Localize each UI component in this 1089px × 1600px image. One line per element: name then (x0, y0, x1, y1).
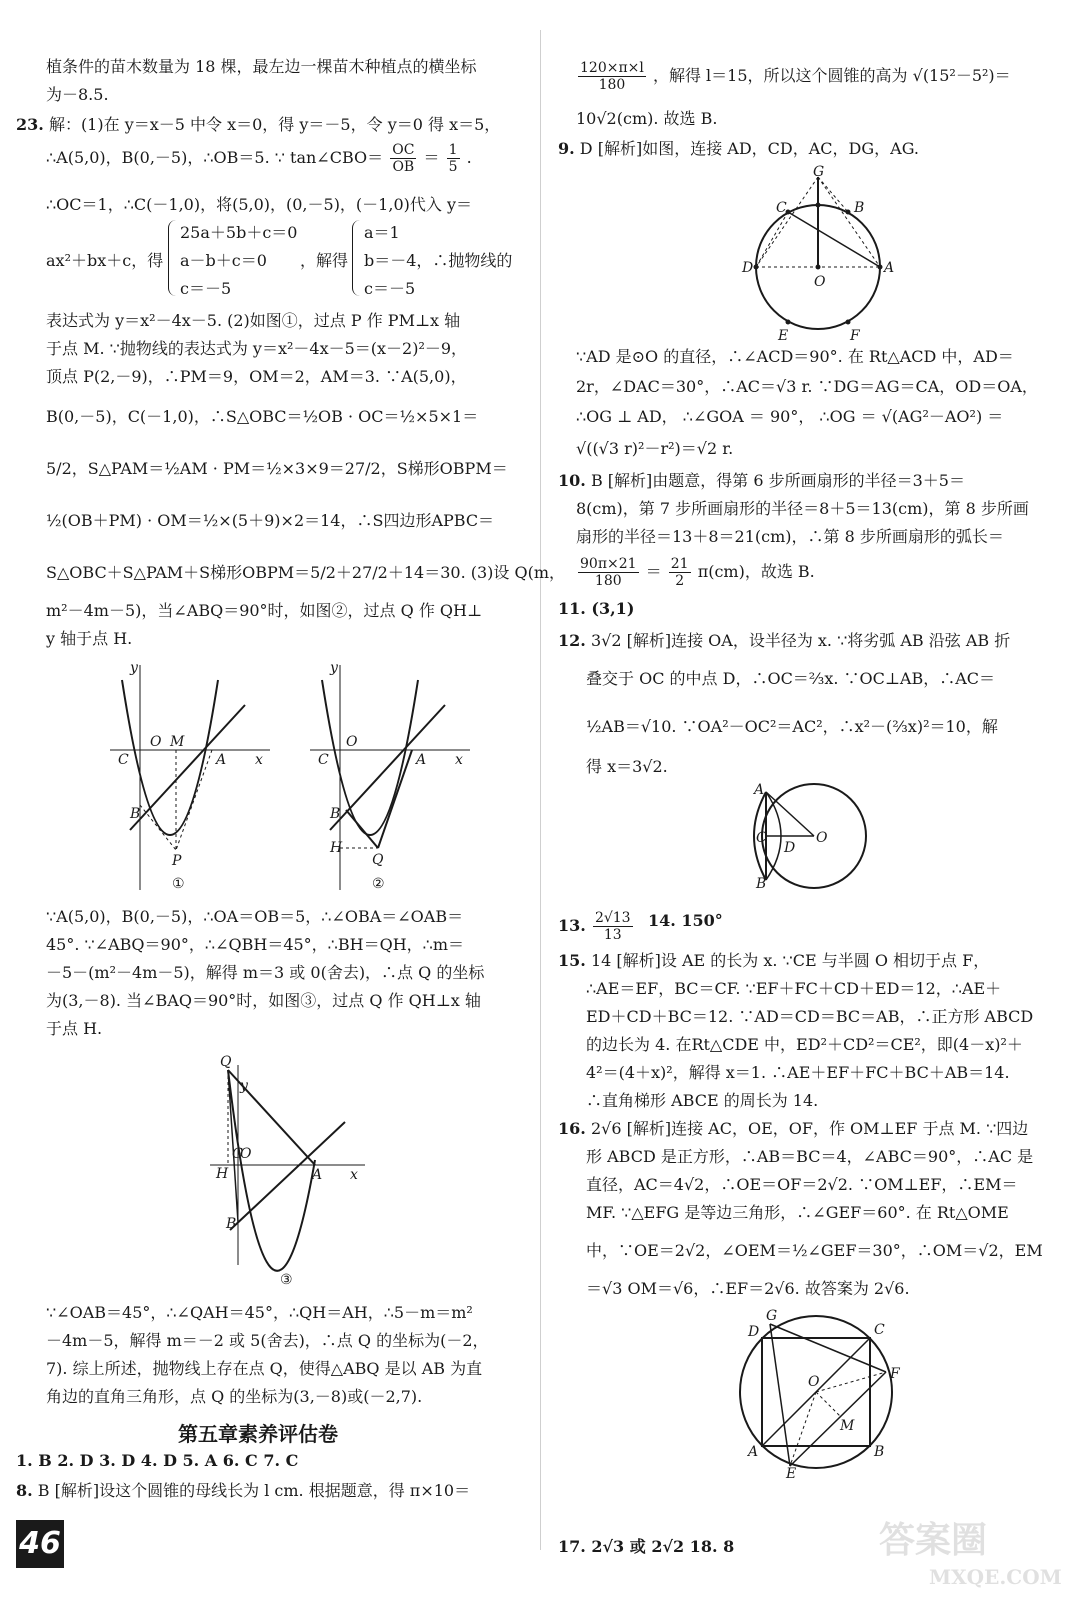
text-span: ∴A(5,0)，B(0,－5)，∴OB＝5. ∵ tan∠CBO＝ (46, 148, 384, 167)
svg-text:G: G (766, 1308, 778, 1324)
text-line: ½(OB＋PM) · OM＝½×(5＋9)×2＝14，∴S四边形APBC＝ (46, 511, 495, 530)
svg-text:Q: Q (220, 1054, 232, 1070)
text-span: ，解得 l＝15，所以这个圆锥的高为 √(15²－5²)＝ (652, 66, 1011, 85)
text-span: ax²＋bx＋c，得 (46, 251, 164, 270)
brace (168, 220, 177, 296)
q12-line (558, 630, 1010, 652)
equation: b＝－4，∴抛物线的 (364, 251, 513, 270)
svg-text:x: x (455, 752, 463, 768)
q15-line (558, 950, 989, 972)
circle-figure-q9 (738, 162, 898, 342)
text-span: D [解析]如图，连接 AD，CD，AC，DG，AG. (579, 139, 919, 158)
svg-text:B: B (874, 1444, 885, 1460)
svg-text:A: A (754, 782, 765, 798)
parabola-figure-1 (100, 660, 280, 900)
svg-text:C: C (232, 1146, 243, 1162)
svg-text:A: A (884, 260, 895, 276)
numerator: OC (392, 142, 415, 158)
text-line: ED＋CD＋BC＝12. ∵AD＝CD＝BC＝AB，∴正方形 ABCD (586, 1007, 1034, 1026)
numerator: 120×π×l (580, 60, 644, 76)
text-line: 2r，∠DAC＝30°，∴AC＝√3 r. ∵DG＝AG＝CA，OD＝OA， (576, 377, 1038, 396)
svg-text:y: y (330, 660, 338, 676)
text-line: ∵A(5,0)，B(0,－5)，∴OA＝OB＝5，∴∠OBA＝∠OAB＝ (46, 907, 464, 926)
svg-text:A: A (748, 1444, 759, 1460)
fraction (593, 910, 633, 943)
text-line: 扇形的半径＝13＋8＝21(cm)，∴第 8 步所画扇形的弧长＝ (576, 527, 1004, 546)
svg-text:O: O (808, 1374, 820, 1390)
text-span: 3√2 [解析]连接 OA，设半径为 x. ∵将劣弧 AB 沿弦 AB 折 (590, 631, 1011, 650)
text-line: 于点 H. (46, 1019, 103, 1038)
svg-text:C: C (776, 200, 787, 216)
equation: c＝－5 (180, 279, 232, 298)
svg-text:D: D (742, 260, 754, 276)
text-line: 角边的直角三角形，点 Q 的坐标为(3,－8)或(－2,7). (46, 1387, 423, 1406)
fraction (390, 142, 416, 175)
text-line: 7). 综上所述，抛物线上存在点 Q，使得△ABQ 是以 AB 为直 (46, 1359, 483, 1378)
fraction (447, 142, 460, 175)
text-line: 表达式为 y＝x²－4x－5. (2)如图①，过点 P 作 PM⊥x 轴 (46, 311, 461, 330)
parabola-figure-2 (300, 660, 480, 900)
text-line: 顶点 P(2,－9)，∴PM＝9，OM＝2，AM＝3. ∵A(5,0)， (46, 367, 467, 386)
numerator: 21 (670, 556, 689, 572)
text-line: B(0,－5)，C(－1,0)，∴S△OBC＝½OB · OC＝½×5×1＝ (46, 407, 479, 426)
q10-continued (576, 556, 815, 589)
svg-text:B: B (330, 806, 341, 822)
answer-14: 14. 150° (648, 911, 723, 930)
svg-text:F: F (850, 328, 860, 342)
page-number: 46 (16, 1520, 64, 1568)
text-line: S△OBC＋S△PAM＋S梯形OBPM＝5/2＋27/2＋14＝30. (3)设 Q(m， (46, 563, 566, 582)
figure-label: ③ (280, 1272, 293, 1288)
text-span: ，解得 (300, 251, 349, 270)
svg-text:x: x (350, 1167, 358, 1183)
svg-text:D: D (748, 1324, 760, 1340)
svg-text:B: B (854, 200, 865, 216)
text-line: ∵AD 是⊙O 的直径，∴∠ACD＝90°. 在 Rt△ACD 中，AD＝ (576, 347, 1014, 366)
question-number: 16. (558, 1119, 586, 1138)
svg-text:O: O (816, 830, 828, 846)
text-line: 于点 M. ∵抛物线的表达式为 y＝x²－4x－5＝(x－2)²－9， (46, 339, 468, 358)
text-line: 45°. ∵∠ABQ＝90°，∴∠QBH＝45°，∴BH＝QH，∴m＝ (46, 935, 464, 954)
text-line: 5/2，S△PAM＝½AM · PM＝½×3×9＝27/2，S梯形OBPM＝ (46, 459, 508, 478)
section-title: 第五章素养评估卷 (178, 1422, 338, 1446)
svg-text:y: y (240, 1078, 248, 1094)
svg-text:O: O (150, 734, 162, 750)
svg-text:F: F (890, 1366, 900, 1382)
question-number: 15. (558, 951, 586, 970)
text-span: B [解析]设这个圆锥的母线长为 l cm. 根据题意，得 π×10＝ (37, 1481, 471, 1500)
text-line: －4m－5，解得 m＝－2 或 5(舍去)，∴点 Q 的坐标为(－2， (46, 1331, 489, 1350)
svg-text:O: O (346, 734, 358, 750)
watermark-url: MXQE.COM (929, 1565, 1062, 1589)
text-span: 14 [解析]设 AE 的长为 x. ∵CE 与半圆 O 相切于点 F， (590, 951, 990, 970)
svg-text:M: M (170, 734, 185, 750)
equation: a＝1 (364, 223, 400, 242)
text-span: ＝ (423, 148, 440, 167)
text-line: 直径，AC＝4√2，∴OE＝OF＝2√2. ∵OM⊥EF，∴EM＝ (586, 1175, 1018, 1194)
svg-text:G: G (813, 164, 825, 180)
text-line: ∴AE＝EF，BC＝CF. ∵EF＋FC＋CD＋ED＝12，∴AE＋ (586, 979, 1002, 998)
text-line: 植条件的苗木数量为 18 棵，最左边一棵苗木种植点的横坐标 (46, 57, 477, 76)
svg-text:Q: Q (372, 852, 384, 868)
watermark-logo (869, 1510, 1069, 1590)
answer-11: 11. (3,1) (558, 599, 635, 618)
text-line: 4²＝(4＋x)²，解得 x＝1. ∴AE＋EF＋FC＋BC＋AB＝14. (586, 1063, 1010, 1082)
svg-text:H: H (216, 1166, 229, 1182)
fraction (669, 556, 691, 589)
question-number: 8. (16, 1481, 33, 1500)
multiple-choice-answers: 1. B 2. D 3. D 4. D 5. A 6. C 7. C (16, 1451, 299, 1470)
svg-text:D: D (784, 840, 796, 856)
question-number: 13. (558, 916, 586, 935)
text-line: ∴OC＝1，∴C(－1,0)，将(5,0)，(0,－5)，(－1,0)代入 y＝ (46, 195, 472, 214)
denominator: 2 (675, 573, 685, 589)
equation: c＝－5 (364, 279, 416, 298)
text-line: 10√2(cm). 故选 B. (576, 109, 718, 128)
text-line: 8(cm)，第 7 步所画扇形的半径＝8＋5＝13(cm)，第 8 步所画 (576, 499, 1029, 518)
svg-text:y: y (130, 660, 138, 676)
question-number: 10. (558, 471, 586, 490)
text-line: ∴直角梯形 ABCE 的周长为 14. (586, 1091, 819, 1110)
numerator: 90π×21 (580, 556, 637, 572)
column-divider (540, 30, 541, 1550)
svg-text:E: E (778, 328, 789, 342)
text-span: ＝ (645, 562, 662, 581)
text-line: －5－(m²－4m－5)，解得 m＝3 或 0(舍去)，∴点 Q 的坐标 (46, 963, 485, 982)
text-line: ½AB＝√10. ∵OA²－OC²＝AC²，∴x²－(⅔x)²＝10，解 (586, 717, 998, 736)
text-line: ∴OG ⊥ AD， ∴∠GOA ＝ 90°， ∴OG ＝ √(AG²－AO²) ＝ (576, 407, 1004, 426)
q8-line (16, 1480, 470, 1502)
svg-text:O: O (240, 1146, 252, 1162)
figure-label: ② (372, 876, 385, 892)
equation: a－b＋c＝0 (180, 251, 267, 270)
equation: 25a＋5b＋c＝0 (180, 223, 298, 242)
svg-text:B: B (226, 1216, 237, 1232)
question-number: 12. (558, 631, 586, 650)
denominator: 180 (594, 573, 622, 589)
svg-text:A: A (216, 752, 227, 768)
text-line: ∵∠OAB＝45°，∴∠QAH＝45°，∴QH＝AH，∴5－m＝m² (46, 1303, 473, 1322)
svg-text:A: A (312, 1167, 323, 1183)
q23-line (16, 114, 500, 136)
brace (352, 220, 361, 296)
svg-text:C: C (756, 830, 767, 846)
denominator: OB (392, 159, 415, 175)
svg-text:x: x (255, 752, 263, 768)
svg-text:B: B (756, 876, 767, 892)
svg-text:E: E (786, 1466, 797, 1478)
text-line: y 轴于点 H. (46, 629, 133, 648)
text-line: ＝√3 OM＝√6，∴EF＝2√6. 故答案为 2√6. (586, 1279, 910, 1298)
text-line: 形 ABCD 是正方形，∴AB＝BC＝4，∠ABC＝90°，∴AC 是 (586, 1147, 1034, 1166)
text-line: 叠交于 OC 的中点 D，∴OC＝⅔x. ∵OC⊥AB，∴AC＝ (586, 669, 996, 688)
circle-figure-q12 (744, 780, 874, 892)
text-span: B [解析]由题意，得第 6 步所画扇形的半径＝3＋5＝ (590, 471, 965, 490)
text-line: 为－8.5. (46, 85, 109, 104)
denominator: 180 (598, 77, 626, 93)
svg-text:A: A (416, 752, 427, 768)
question-number: 9. (558, 139, 575, 158)
svg-text:C: C (318, 752, 329, 768)
text-span: 2√6 [解析]连接 AC，OE，OF，作 OM⊥EF 于点 M. ∵四边 (590, 1119, 1029, 1138)
q10-line (558, 470, 965, 492)
text-span: . (466, 148, 472, 167)
denominator: 5 (448, 159, 458, 175)
text-line: 为(3,－8). 当∠BAQ＝90°时，如图③，过点 Q 作 QH⊥x 轴 (46, 991, 481, 1010)
text-line: m²－4m－5)，当∠ABQ＝90°时，如图②，过点 Q 作 QH⊥ (46, 601, 483, 620)
answer-17-18: 17. 2√3 或 2√2 18. 8 (558, 1537, 735, 1556)
text-span: π(cm)，故选 B. (697, 562, 815, 581)
svg-text:M: M (840, 1418, 855, 1434)
svg-text:C: C (874, 1322, 885, 1338)
fraction (578, 60, 646, 93)
text-line: MF. ∵△EFG 是等边三角形，∴∠GEF＝60°. 在 Rt△OME (586, 1203, 1009, 1222)
svg-text:C: C (118, 752, 129, 768)
parabola-figure-3 (200, 1050, 380, 1290)
q16-line (558, 1118, 1028, 1140)
denominator: 13 (603, 927, 622, 943)
watermark-text: 答案圈 (879, 1519, 988, 1561)
svg-text:B: B (130, 806, 141, 822)
figure-label: ① (172, 876, 185, 892)
text-line: 的边长为 4. 在Rt△CDE 中，ED²＋CD²＝CE²，即(4－x)²＋ (586, 1035, 1023, 1054)
question-number: 23. (16, 115, 44, 134)
text-span: 解：(1)在 y＝x－5 中令 x＝0，得 y＝－5，令 y＝0 得 x＝5， (48, 115, 501, 134)
text-line: 中，∵OE＝2√2，∠OEM＝½∠GEF＝30°，∴OM＝√2，EM (586, 1241, 1043, 1260)
q8-continued (576, 60, 1011, 93)
numerator: 1 (448, 142, 458, 158)
svg-text:H: H (330, 840, 343, 856)
circle-square-figure-q16 (728, 1306, 908, 1478)
text-line: 得 x＝3√2. (586, 757, 668, 776)
q9-line (558, 138, 919, 160)
q23-line (46, 142, 472, 175)
numerator: 2√13 (594, 910, 631, 926)
svg-text:O: O (814, 274, 826, 290)
fraction (578, 556, 639, 589)
svg-text:P: P (172, 853, 182, 869)
text-line: √((√3 r)²－r²)＝√2 r. (576, 439, 734, 458)
q13-line (558, 910, 635, 943)
